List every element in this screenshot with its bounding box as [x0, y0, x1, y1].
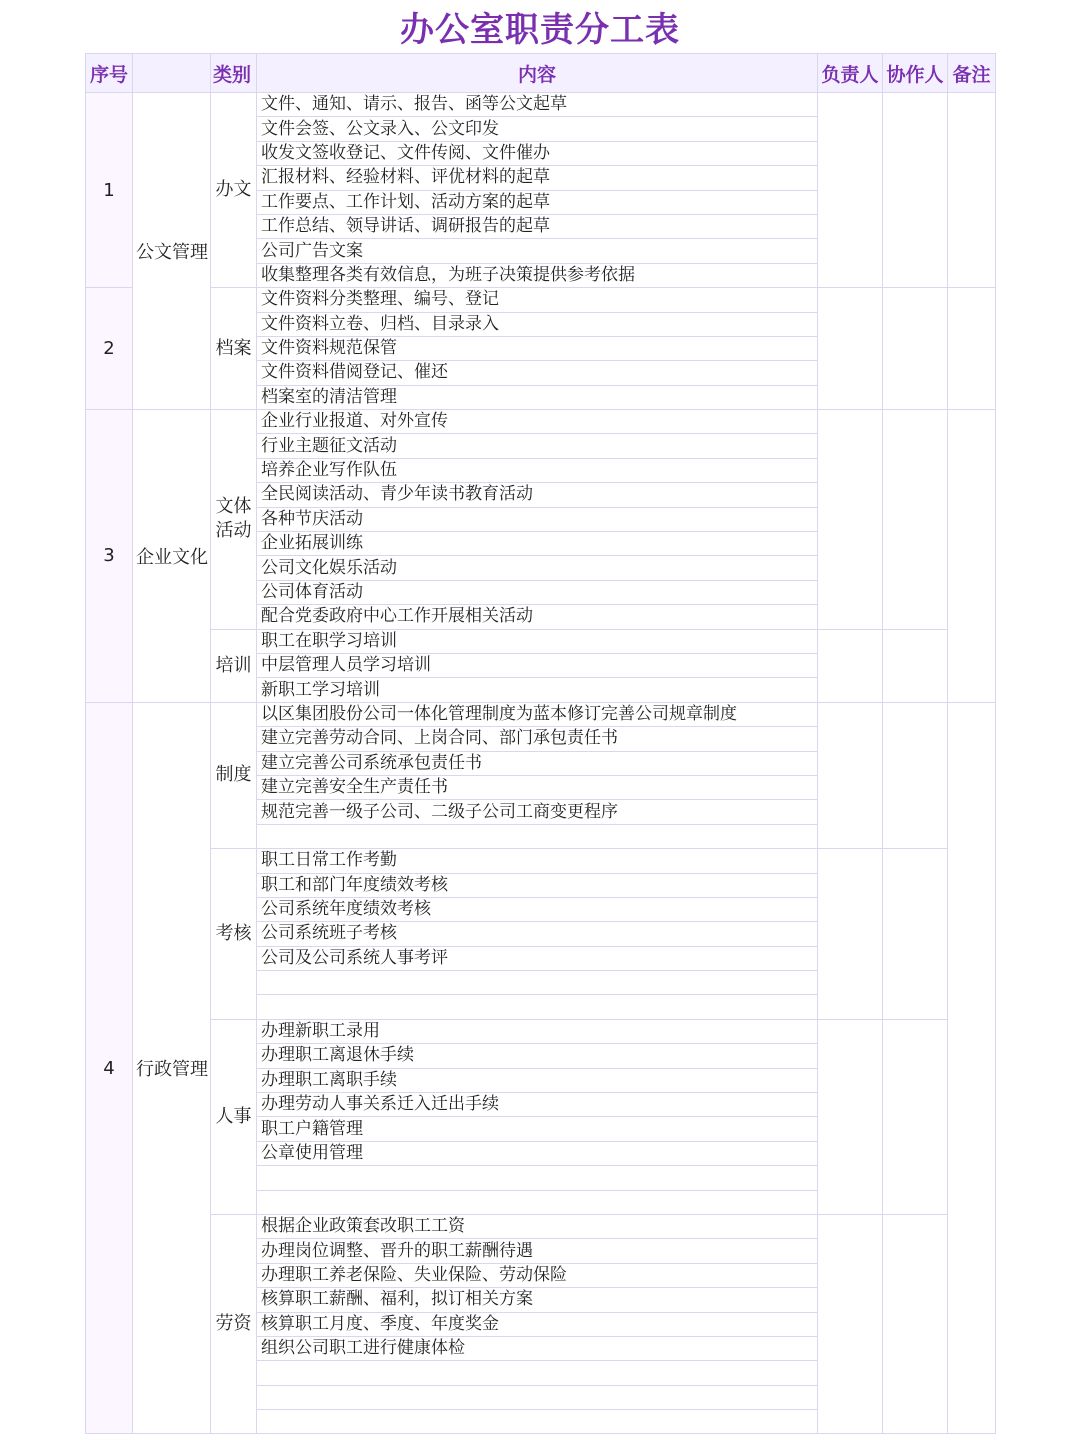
- remark-cell: [948, 702, 996, 1434]
- content-cell: 行业主题征文活动: [257, 434, 818, 458]
- subcategory-cell: [211, 410, 257, 630]
- content-cell: 工作总结、领导讲话、调研报告的起草: [257, 214, 818, 238]
- content-cell: 职工日常工作考勤: [257, 849, 818, 873]
- subcategory-cell: 档案: [211, 288, 257, 410]
- content-cell: 各种节庆活动: [257, 507, 818, 531]
- content-cell: 文件资料规范保管: [257, 336, 818, 360]
- table-row: [86, 288, 996, 312]
- category-cell: 公文管理: [133, 93, 211, 410]
- header-blank: [133, 54, 211, 93]
- content-cell: 核算职工薪酬、福利，拟订相关方案: [257, 1288, 818, 1312]
- content-cell: [257, 1190, 818, 1214]
- page-title: 办公室职责分工表: [400, 10, 680, 50]
- table-body: [86, 93, 996, 1434]
- content-cell: 文件资料借阅登记、催还: [257, 361, 818, 385]
- content-cell: 工作要点、工作计划、活动方案的起草: [257, 190, 818, 214]
- content-cell: 中层管理人员学习培训: [257, 653, 818, 677]
- content-cell: [257, 1166, 818, 1190]
- content-cell: 公司文化娱乐活动: [257, 556, 818, 580]
- content-cell: 公司及公司系统人事考评: [257, 946, 818, 970]
- content-cell: 以区集团股份公司一体化管理制度为蓝本修订完善公司规章制度: [257, 702, 818, 726]
- subcategory-cell: 考核: [211, 849, 257, 1020]
- content-cell: 档案室的清洁管理: [257, 385, 818, 409]
- content-cell: [257, 971, 818, 995]
- owner-cell: [818, 629, 883, 702]
- content-cell: 建立完善安全生产责任书: [257, 775, 818, 799]
- content-cell: 企业行业报道、对外宣传: [257, 410, 818, 434]
- duty-table: [85, 53, 996, 1434]
- content-cell: 配合党委政府中心工作开展相关活动: [257, 605, 818, 629]
- seq-cell: 3: [86, 410, 133, 703]
- header-remark: 备注: [948, 54, 996, 93]
- subcategory-cell: 人事: [211, 1019, 257, 1214]
- content-cell: 公章使用管理: [257, 1141, 818, 1165]
- header-owner: 负责人: [818, 54, 883, 93]
- content-cell: [257, 824, 818, 848]
- seq-cell: 4: [86, 702, 133, 1434]
- content-cell: 办理劳动人事关系迁入迁出手续: [257, 1093, 818, 1117]
- header-row: [86, 54, 996, 93]
- table-row: [86, 93, 996, 117]
- assistant-cell: [883, 288, 948, 410]
- subcategory-cell: 办文: [211, 93, 257, 288]
- remark-cell: [948, 410, 996, 703]
- content-cell: 职工户籍管理: [257, 1117, 818, 1141]
- content-cell: 规范完善一级子公司、二级子公司工商变更程序: [257, 800, 818, 824]
- content-cell: 公司体育活动: [257, 580, 818, 604]
- table-row: [86, 849, 996, 873]
- content-cell: 办理新职工录用: [257, 1019, 818, 1043]
- assistant-cell: [883, 1214, 948, 1434]
- assistant-cell: [883, 93, 948, 288]
- content-cell: 企业拓展训练: [257, 532, 818, 556]
- content-cell: 新职工学习培训: [257, 678, 818, 702]
- remark-cell: [948, 93, 996, 288]
- content-cell: 汇报材料、经验材料、评优材料的起草: [257, 166, 818, 190]
- content-cell: [257, 1385, 818, 1409]
- header-content: 内容: [257, 54, 818, 93]
- content-cell: 收发文签收登记、文件传阅、文件催办: [257, 141, 818, 165]
- owner-cell: [818, 288, 883, 410]
- content-cell: 办理岗位调整、晋升的职工薪酬待遇: [257, 1239, 818, 1263]
- content-cell: [257, 995, 818, 1019]
- owner-cell: [818, 410, 883, 630]
- content-cell: 文件资料立卷、归档、目录录入: [257, 312, 818, 336]
- content-cell: 培养企业写作队伍: [257, 458, 818, 482]
- content-cell: [257, 1410, 818, 1434]
- content-cell: 公司系统班子考核: [257, 922, 818, 946]
- content-cell: 全民阅读活动、青少年读书教育活动: [257, 483, 818, 507]
- content-cell: 根据企业政策套改职工工资: [257, 1214, 818, 1238]
- content-cell: 职工在职学习培训: [257, 629, 818, 653]
- content-cell: 公司系统年度绩效考核: [257, 897, 818, 921]
- owner-cell: [818, 93, 883, 288]
- category-cell: 行政管理: [133, 702, 211, 1434]
- header-category: 类别: [211, 54, 257, 93]
- subcategory-cell: 制度: [211, 702, 257, 848]
- category-cell: 企业文化: [133, 410, 211, 703]
- assistant-cell: [883, 1019, 948, 1214]
- subcategory-cell: 劳资: [211, 1214, 257, 1434]
- content-cell: 职工和部门年度绩效考核: [257, 873, 818, 897]
- content-cell: 公司广告文案: [257, 239, 818, 263]
- content-cell: 办理职工养老保险、失业保险、劳动保险: [257, 1263, 818, 1287]
- content-cell: 办理职工离退休手续: [257, 1044, 818, 1068]
- content-cell: 文件会签、公文录入、公文印发: [257, 117, 818, 141]
- table-row: [86, 629, 996, 653]
- table-row: [86, 1019, 996, 1043]
- subcategory-label: 文体活动: [215, 496, 252, 542]
- content-cell: 建立完善公司系统承包责任书: [257, 751, 818, 775]
- owner-cell: [818, 702, 883, 848]
- table-row: [86, 702, 996, 726]
- content-cell: 组织公司职工进行健康体检: [257, 1336, 818, 1360]
- assistant-cell: [883, 702, 948, 848]
- seq-cell: 2: [86, 288, 133, 410]
- assistant-cell: [883, 629, 948, 702]
- content-cell: 核算职工月度、季度、年度奖金: [257, 1312, 818, 1336]
- table-row: [86, 1214, 996, 1238]
- content-cell: [257, 1361, 818, 1385]
- header-seq: 序号: [86, 54, 133, 93]
- remark-cell: [948, 288, 996, 410]
- owner-cell: [818, 849, 883, 1020]
- content-cell: 办理职工离职手续: [257, 1068, 818, 1092]
- content-cell: 建立完善劳动合同、上岗合同、部门承包责任书: [257, 727, 818, 751]
- assistant-cell: [883, 410, 948, 630]
- owner-cell: [818, 1214, 883, 1434]
- owner-cell: [818, 1019, 883, 1214]
- seq-cell: 1: [86, 93, 133, 288]
- header-assistant: 协作人: [883, 54, 948, 93]
- content-cell: 文件资料分类整理、编号、登记: [257, 288, 818, 312]
- assistant-cell: [883, 849, 948, 1020]
- content-cell: 收集整理各类有效信息，为班子决策提供参考依据: [257, 263, 818, 287]
- content-cell: 文件、通知、请示、报告、函等公文起草: [257, 93, 818, 117]
- table-row: [86, 410, 996, 434]
- subcategory-cell: 培训: [211, 629, 257, 702]
